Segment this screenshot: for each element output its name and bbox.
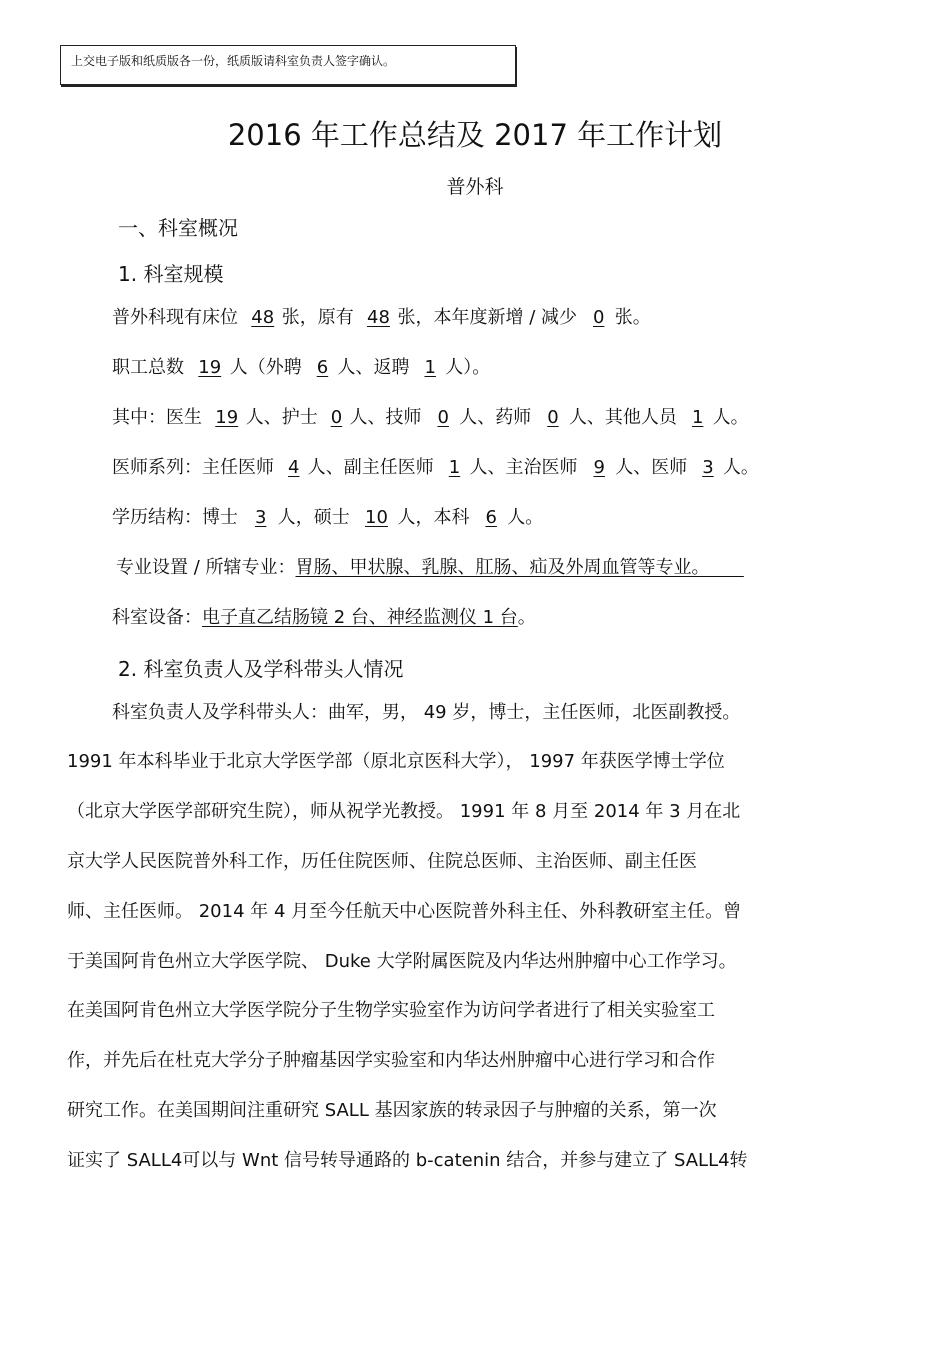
subsection-heading-scale: 1. 科室规模	[118, 262, 224, 286]
bio-line: 在美国阿肯色州立大学医学院分子生物学实验室作为访问学者进行了相关实验室工	[67, 1000, 715, 1021]
beds-current-value: 48	[251, 307, 275, 328]
bio-line: （北京大学医学部研究生院），师从祝学光教授。 1991 年 8 月至 2014 年 3 月在北	[67, 801, 741, 822]
bachelor-value: 6	[485, 507, 497, 528]
doctors-value: 19	[215, 407, 239, 428]
page-title: 2016 年工作总结及 2017 年工作计划	[227, 118, 723, 152]
equipment-value: 电子直乙结肠镜 2 台、神经监测仪 1 台	[202, 607, 518, 628]
attending-value: 9	[593, 457, 605, 478]
staff-total-value: 19	[198, 357, 222, 378]
subsection-heading-leader: 2. 科室负责人及学科带头人情况	[118, 657, 404, 681]
bio-line: 研究工作。在美国期间注重研究 SALL 基因家族的转录因子与肿瘤的关系，第一次	[67, 1100, 717, 1121]
technicians-value: 0	[437, 407, 449, 428]
others-value: 1	[691, 407, 704, 428]
bio-line: 京大学人民医院普外科工作，历任住院医师、住院总医师、主治医师、副主任医	[67, 851, 697, 872]
beds-change-value: 0	[592, 307, 605, 328]
bio-line: 于美国阿肯色州立大学医学院、 Duke 大学附属医院及内华达州肿瘤中心工作学习。	[67, 951, 737, 972]
beds-line: 普外科现有床位 48 张，原有 48 张，本年度新增 / 减少 0 张。	[112, 307, 651, 328]
phd-value: 3	[255, 507, 267, 528]
equipment-line: 科室设备：电子直乙结肠镜 2 台、神经监测仪 1 台。	[112, 607, 536, 628]
bio-line: 作，并先后在杜克大学分子肿瘤基因学实验室和内华达州肿瘤中心进行学习和合作	[67, 1050, 715, 1071]
chief-physicians-value: 4	[288, 457, 300, 478]
beds-original-value: 48	[367, 307, 390, 328]
staff-line: 职工总数 19 人（外聘 6 人、返聘 1 人）。	[112, 357, 491, 378]
staff-rehired-value: 1	[424, 357, 436, 378]
masters-value: 10	[365, 507, 388, 528]
pharmacists-value: 0	[547, 407, 559, 428]
section-heading-overview: 一、科室概况	[118, 216, 238, 240]
staff-external-value: 6	[316, 357, 329, 378]
bio-line: 证实了 SALL4可以与 Wnt 信号转导通路的 b-catenin 结合，并参与建立了 SALL4转	[67, 1150, 748, 1171]
department-name: 普外科	[446, 176, 504, 198]
roles-line: 其中：医生 19 人、护士 0 人、技师 0 人、药师 0 人、其他人员 1 人。	[112, 407, 749, 428]
associate-chief-value: 1	[448, 457, 461, 478]
bio-line: 1991 年本科毕业于北京大学医学部（原北京医科大学）， 1997 年获医学博士学位	[67, 751, 725, 772]
bio-line: 师、主任医师。 2014 年 4 月至今任航天中心医院普外科主任、外科教研室主任。曾	[67, 901, 742, 922]
ranks-line: 医师系列：主任医师 4 人、副主任医师 1 人、主治医师 9 人、医师 3 人。	[112, 457, 759, 478]
specialty-line: 专业设置 / 所辖专业：胃肠、甲状腺、乳腺、肛肠、疝及外周血管等专业。	[116, 557, 710, 578]
education-line: 学历结构：博士 3 人，硕士 10 人，本科 6 人。	[112, 507, 544, 528]
bio-line: 科室负责人及学科带头人：曲军，男， 49 岁，博士，主任医师，北医副教授。	[112, 702, 741, 723]
physicians-value: 3	[702, 457, 714, 478]
specialty-value: 胃肠、甲状腺、乳腺、肛肠、疝及外周血管等专业。	[295, 557, 710, 578]
submission-notice: 上交电子版和纸质版各一份，纸质版请科室负责人签字确认。	[60, 45, 516, 85]
nurses-value: 0	[330, 407, 343, 428]
